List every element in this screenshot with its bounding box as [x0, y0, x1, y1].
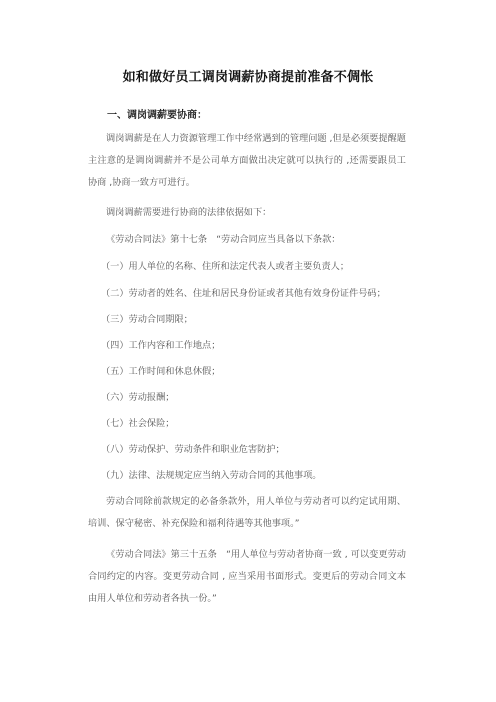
list-item: （三）劳动合同期限； — [101, 314, 193, 325]
document-title: 如和做好员工调岗调薪协商提前准备不倜怅 — [122, 70, 374, 85]
article35-paragraph: 《劳动合同法》第三十五条 “用人单位与劳动者协商一致 , 可以变更劳动合同约定的内容。变更劳动合同 , 应当采用书面形式。变更后的劳动合同文本由用人单位和劳动者各执一份。” — [88, 549, 406, 604]
list-item: （九）法律、法规规定应当纳入劳动合同的其他事项。 — [101, 470, 322, 481]
list-item: （一）用人单位的名称、住所和法定代表人或者主要负责人； — [101, 261, 350, 272]
basis-intro: 调岗调薪需要进行协商的法律依据如下： — [106, 207, 272, 218]
section-heading: 一、调岗调薪要协商： — [107, 110, 207, 121]
list-item: （四）工作内容和工作地点； — [101, 340, 221, 351]
article17-intro: 《劳动合同法》第十七条 “劳动合同应当具备以下条款： — [106, 234, 341, 245]
list-item: （二）劳动者的姓名、住址和居民身份证或者其他有效身份证件号码； — [101, 288, 386, 299]
article17-paragraph: 劳动合同除前款规定的必备条款外，用人单位与劳动者可以约定试用期、培训、保守秘密、补充保险和福利待遇等其他事项。” — [88, 496, 406, 529]
list-item: （五）工作时间和休息休假； — [101, 366, 221, 377]
list-item: （七）社会保险； — [101, 418, 175, 429]
list-item: （六）劳动报酬； — [101, 392, 175, 403]
list-item: （八）劳动保护、劳动条件和职业危害防护； — [101, 444, 285, 455]
intro-paragraph: 调岗调薪是在人力资源管理工作中经常遇到的管理问题 ,但是必须要提醒题主注意的是调岗调薪并不是公司单方面做出决定就可以执行的 ,还需要跟员工协商 ,协商一致方可进行。 — [88, 133, 406, 188]
